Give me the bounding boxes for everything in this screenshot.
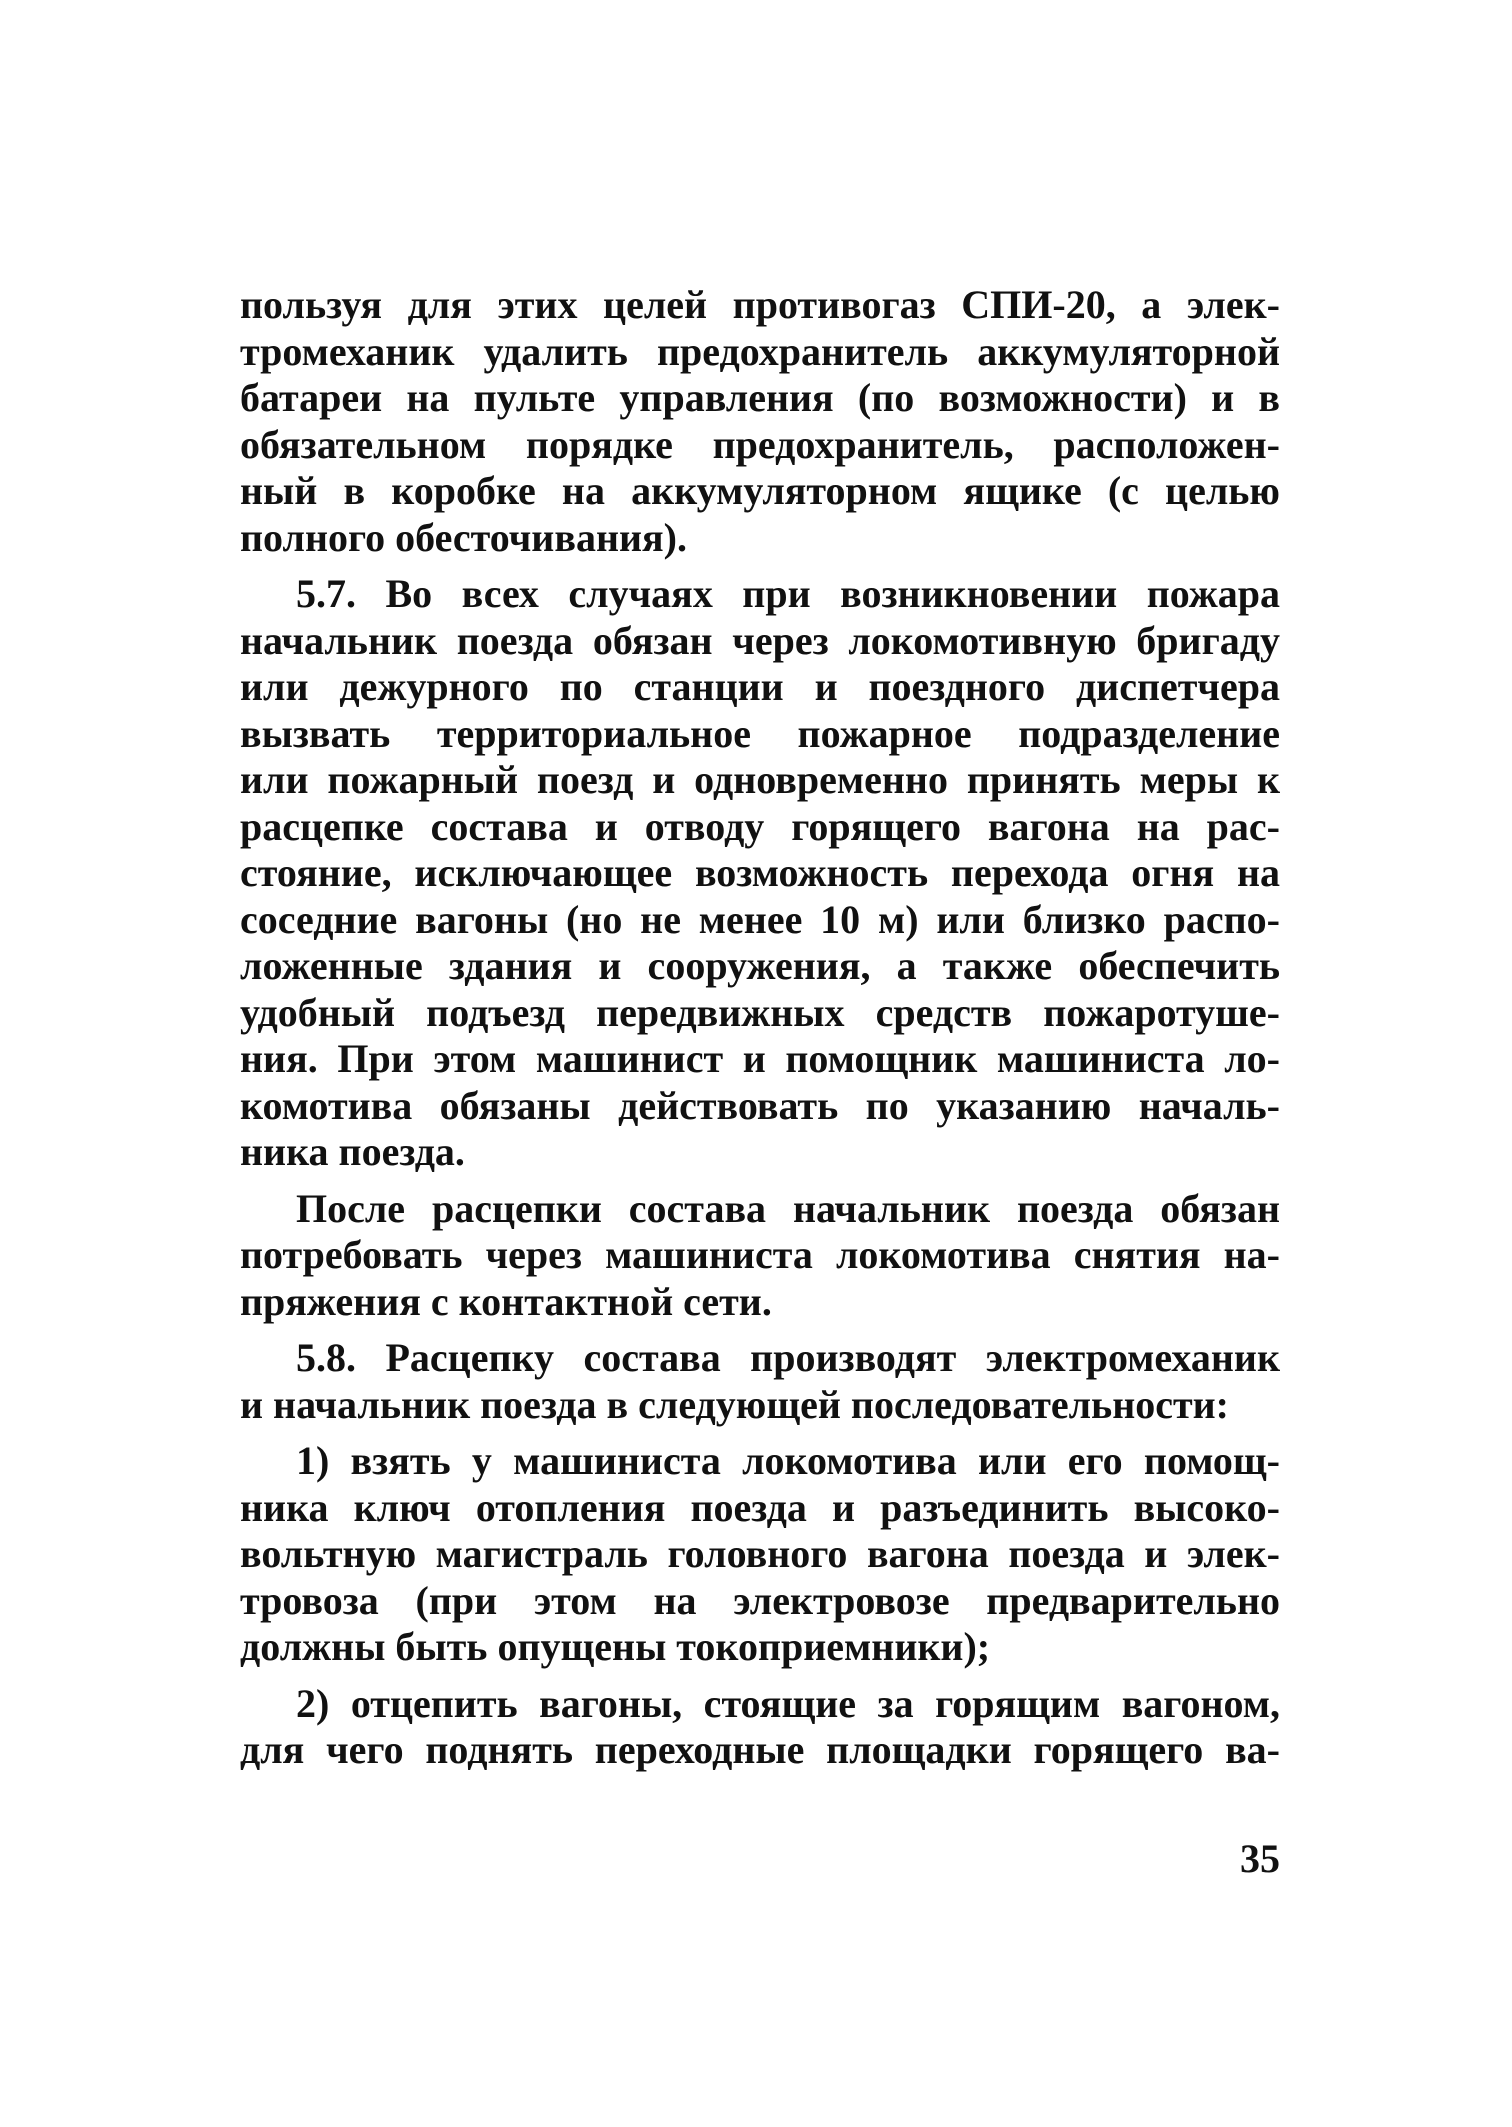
text-line: пользуя для этих целей противогаз СПИ-20, а элек-	[240, 282, 1280, 327]
paragraph	[240, 1681, 1280, 1774]
text-line: удобный подъезд передвижных средств пожаротуше-	[240, 989, 1280, 1035]
text-line: и начальник поезда в следующей последовательности:	[240, 1381, 1230, 1427]
text-line: стояние, исключающее возможность перехода огня на	[240, 850, 1280, 895]
text-line: ника поезда.	[240, 1129, 465, 1174]
page-number: 35	[1240, 1836, 1280, 1881]
text-line: батареи на пульте управления (по возможности) и в	[240, 375, 1280, 420]
text-line: соседние вагоны (но не менее 10 м) или близко распо-	[240, 896, 1280, 942]
text-line: 2) отцепить вагоны, стоящие за горящим вагоном,	[296, 1680, 1280, 1726]
paragraph	[240, 1335, 1280, 1428]
text-line: должны быть опущены токоприемники);	[240, 1624, 991, 1669]
text-line: или дежурного по станции и поездного диспетчера	[240, 664, 1280, 709]
text-line: ния. При этом машинист и помощник машиниста ло-	[240, 1036, 1280, 1081]
text-line: тровоза (при этом на электровозе предварительно	[240, 1577, 1280, 1623]
text-line: ника ключ отопления поезда и разъединить высоко-	[240, 1484, 1280, 1530]
text-line: для чего поднять переходные площадки горящего ва-	[240, 1727, 1280, 1772]
text-line: 1) взять у машиниста локомотива или его помощ-	[296, 1438, 1280, 1483]
text-line: После расцепки состава начальник поезда обязан	[296, 1185, 1280, 1231]
text-line: пряжения с контактной сети.	[240, 1278, 772, 1324]
text-line: обязательном порядке предохранитель, расположен-	[240, 421, 1280, 467]
text-line: 5.7. Во всех случаях при возникновении пожара	[296, 571, 1280, 616]
text-line: ложенные здания и сооружения, а также обеспечить	[240, 943, 1280, 988]
body-text	[240, 282, 1280, 1774]
text-line: полного обесточивания).	[240, 514, 687, 560]
paragraph	[240, 1438, 1280, 1671]
text-line: 5.8. Расцепку состава производят электромеханик	[296, 1335, 1280, 1380]
text-line: тромеханик удалить предохранитель аккумуляторной	[240, 328, 1280, 374]
text-line: комотива обязаны действовать по указанию началь-	[240, 1082, 1280, 1128]
text-line: ный в коробке на аккумуляторном ящике (с целью	[240, 468, 1280, 513]
paragraph	[240, 1186, 1280, 1326]
text-line: или пожарный поезд и одновременно принять меры к	[240, 757, 1280, 802]
paragraph	[240, 282, 1280, 561]
text-line: вольтную магистраль головного вагона поезда и элек-	[240, 1531, 1280, 1576]
text-line: потребовать через машиниста локомотива снятия на-	[240, 1232, 1280, 1277]
text-line: начальник поезда обязан через локомотивную бригаду	[240, 617, 1280, 663]
text-line: расцепке состава и отводу горящего вагона на рас-	[240, 803, 1280, 849]
paragraph	[240, 571, 1280, 1176]
text-line: вызвать территориальное пожарное подразделение	[240, 710, 1280, 756]
